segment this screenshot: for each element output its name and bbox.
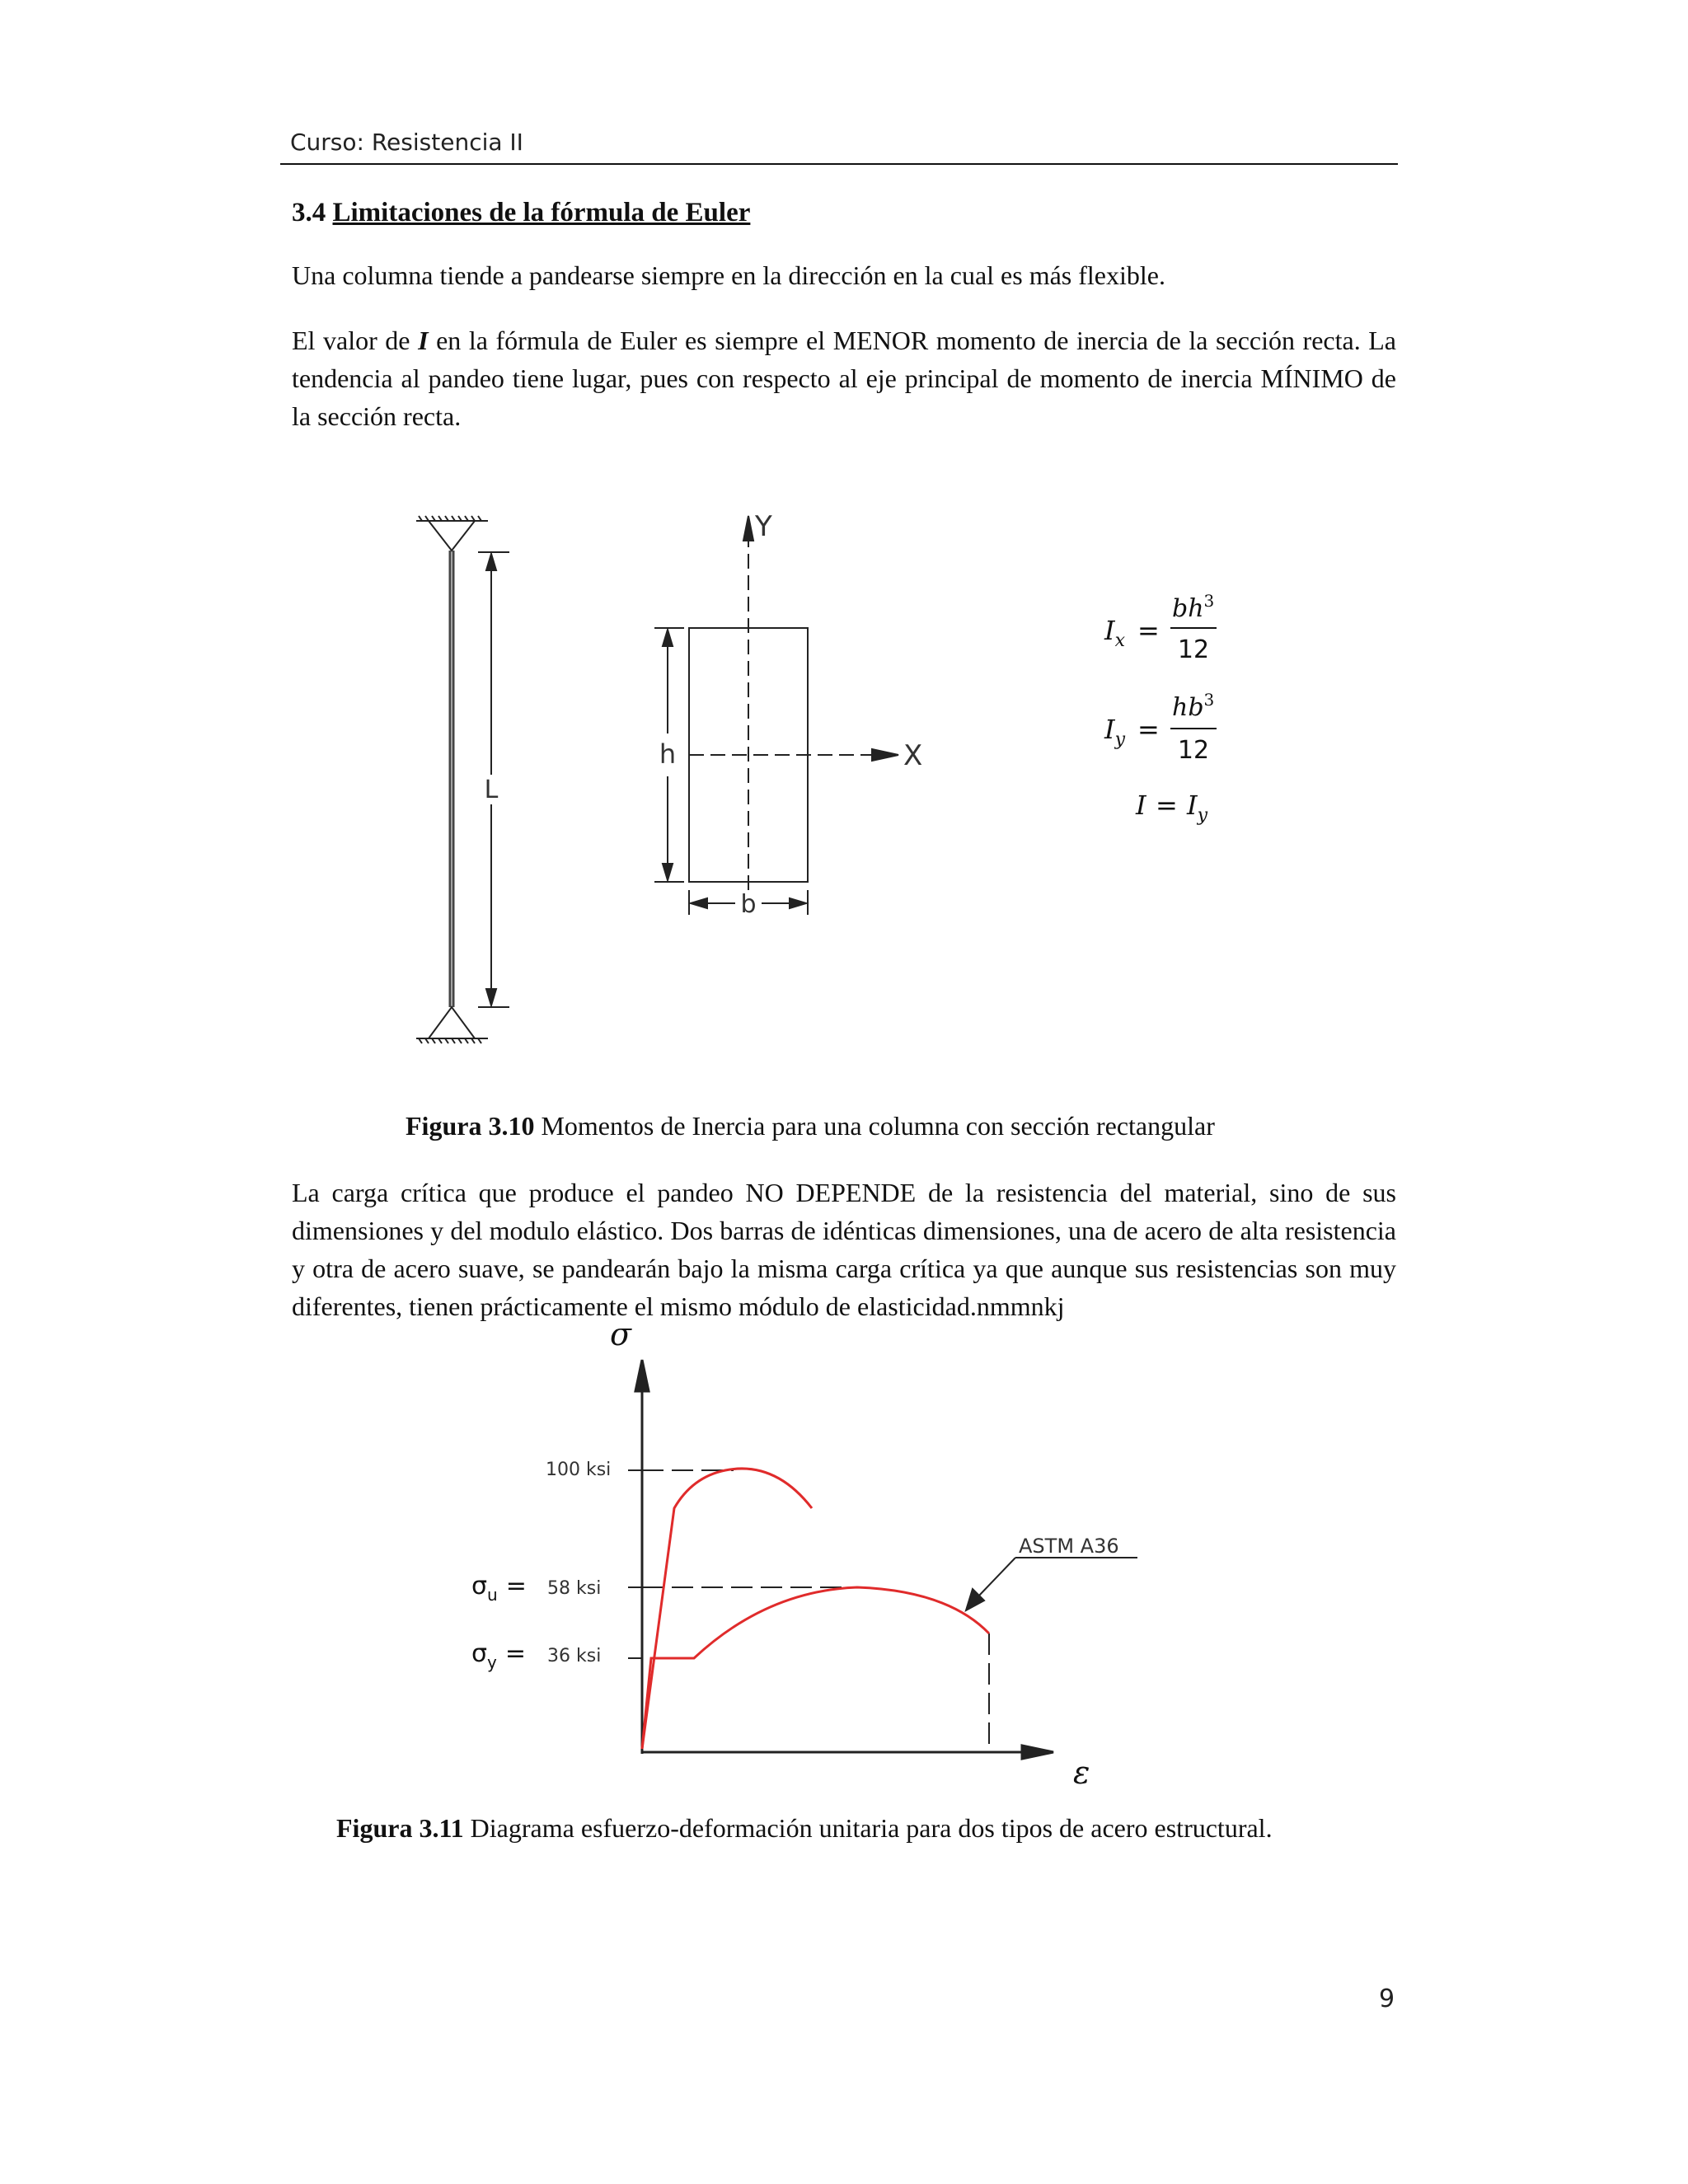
sigma-u-symbol: σ xyxy=(471,1572,488,1601)
paragraph-2-rest: en la fórmula de Euler es siempre el MENOR momento de inercia de la sección recta. La tendencia al pandeo tiene lugar, pues con respecto al eje principal de momento de inercia MÍNIMO de la sección recta. xyxy=(292,326,1397,431)
sigma-u-subscript: u xyxy=(487,1585,498,1605)
svg-text:Iy xyxy=(1186,790,1208,826)
iy-symbol: I xyxy=(1104,714,1115,745)
bottom-pin-support xyxy=(416,1007,488,1043)
iy-numerator: hb xyxy=(1172,693,1204,722)
course-header: Curso: Resistencia II xyxy=(290,129,523,156)
section-title-text: Limitaciones de la fórmula de Euler xyxy=(332,198,751,227)
figure-3-10-text: Momentos de Inercia para una columna con sección rectangular xyxy=(534,1111,1215,1141)
figure-3-11-label: Figura 3.11 xyxy=(336,1813,464,1843)
tick-58-ksi: 58 ksi xyxy=(547,1578,602,1599)
strain-axis xyxy=(642,1746,1053,1759)
sigma-u-equals: = xyxy=(505,1572,527,1601)
tick-36-ksi: 36 ksi xyxy=(547,1646,602,1666)
strain-axis-symbol: ε xyxy=(1073,1755,1090,1791)
column xyxy=(450,551,453,1007)
stress-axis-symbol: σ xyxy=(610,1316,631,1352)
i-rhs-symbol: I xyxy=(1187,790,1198,821)
figure-3-11-chart xyxy=(0,1302,1688,1797)
sigma-y-label xyxy=(471,1639,526,1672)
i-symbol: I xyxy=(1136,790,1146,821)
iy-subscript: y xyxy=(1114,729,1126,750)
length-label: L xyxy=(484,776,499,804)
figure-3-11-text: Diagrama esfuerzo-deformación unitaria para dos tipos de acero estructural. xyxy=(463,1813,1273,1843)
formula-ix xyxy=(1104,591,1217,664)
iy-denominator: 12 xyxy=(1177,736,1210,765)
high-strength-steel-curve xyxy=(642,1469,812,1749)
sigma-u-label xyxy=(471,1572,527,1605)
x-axis-label: X xyxy=(903,739,923,772)
figure-3-10-label: Figura 3.10 xyxy=(406,1111,535,1141)
i-equals: = xyxy=(1156,790,1178,821)
top-pin-support xyxy=(416,516,488,551)
ix-equals: = xyxy=(1137,615,1160,646)
tick-100-ksi: 100 ksi xyxy=(546,1460,612,1480)
ix-denominator: 12 xyxy=(1177,635,1210,664)
figure-3-10-caption xyxy=(406,1111,1215,1141)
svg-text:Iy xyxy=(1104,714,1126,750)
y-axis-label: Y xyxy=(755,510,772,543)
ix-subscript: x xyxy=(1114,630,1126,651)
astm-a36-curve xyxy=(642,1587,989,1749)
section-number: 3.4 xyxy=(292,198,326,227)
x-axis xyxy=(689,749,898,761)
formula-i xyxy=(1135,790,1208,826)
page-number: 9 xyxy=(1379,1985,1395,2013)
sigma-y-symbol: σ xyxy=(471,1639,488,1668)
i-rhs-subscript: y xyxy=(1197,805,1208,826)
svg-text:bh3 xyxy=(1172,591,1214,623)
figure-3-11-caption xyxy=(336,1813,1273,1844)
y-axis xyxy=(743,516,753,890)
sigma-y-equals: = xyxy=(504,1639,526,1668)
ix-numerator: bh xyxy=(1172,594,1204,623)
width-label: b xyxy=(740,890,757,919)
astm-a36-label: ASTM A36 xyxy=(1019,1535,1119,1558)
inertia-variable: I xyxy=(418,326,429,355)
astm-leader xyxy=(966,1558,1137,1610)
paragraph-3: La carga crítica que produce el pandeo NO DEPENDE de la resistencia del material, sino de sus dimensiones y del modulo elástico. Dos barras de idénticas dimensiones, una de acero de alta resistencia y otra de acero suave, se pandearán bajo la misma carga crítica ya que aunque sus resistencias son muy diferentes, tienen prácticamente el mismo módulo de elasticidad.nmmnkj xyxy=(292,1178,1396,1321)
formula-iy xyxy=(1104,690,1217,765)
paragraph-1: Una columna tiende a pandearse siempre en la dirección en la cual es más flexible. xyxy=(292,260,1165,290)
sigma-y-subscript: y xyxy=(487,1652,497,1672)
svg-text:Ix xyxy=(1104,615,1126,651)
iy-equals: = xyxy=(1137,714,1160,745)
ix-exponent: 3 xyxy=(1203,591,1215,611)
svg-text:hb3 xyxy=(1172,690,1214,722)
paragraph-2-start: El valor de xyxy=(292,326,419,355)
iy-exponent: 3 xyxy=(1203,690,1215,710)
height-label: h xyxy=(659,738,677,770)
ix-symbol: I xyxy=(1104,615,1115,646)
reference-lines xyxy=(628,1470,989,1752)
